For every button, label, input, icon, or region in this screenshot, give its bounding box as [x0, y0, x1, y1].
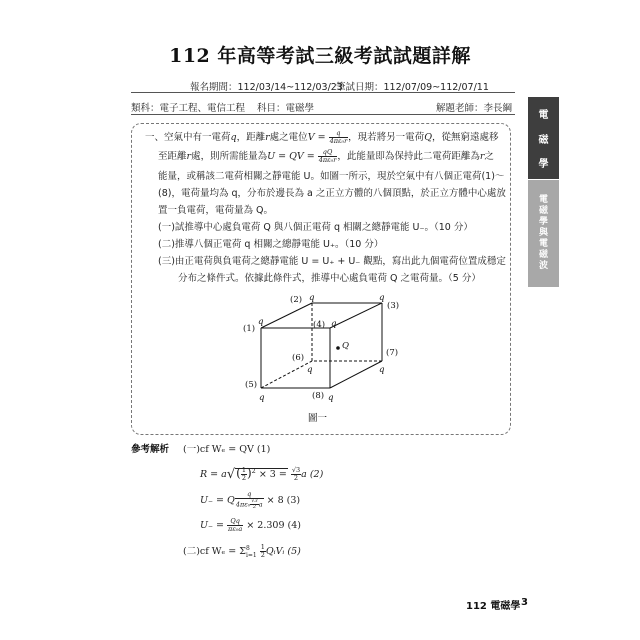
solution-step-5: [183, 543, 301, 559]
numerator: √3: [251, 498, 258, 504]
text: 4πε₀: [235, 500, 251, 509]
charge-label-2: q: [309, 293, 315, 303]
numerator: √3: [291, 466, 301, 474]
vertex-number-2: (2): [290, 295, 303, 305]
denominator: 2: [241, 474, 246, 482]
denominator: 2: [260, 551, 265, 559]
solution-heading: 參考解析: [131, 444, 170, 455]
subject: 科目：電磁學: [257, 103, 315, 114]
fraction: [227, 518, 243, 533]
sum-limits: [246, 545, 257, 559]
fraction: [329, 130, 349, 145]
vertex-number-6: (6): [292, 353, 305, 363]
center-charge-label: Q: [342, 341, 349, 351]
cube-edge: [330, 361, 382, 388]
charge-label-8: q: [328, 393, 334, 403]
text: 處之電位: [269, 132, 308, 143]
cube-figure: [235, 288, 415, 424]
paren: ): [246, 466, 252, 480]
charge-label-1: q: [258, 317, 264, 327]
text: U₋ =: [200, 520, 225, 531]
center-charge-dot: [336, 346, 340, 350]
footer-label: 112 電磁學: [466, 601, 521, 612]
exponent: 2: [251, 466, 256, 475]
fraction: [235, 491, 264, 510]
question-line-1: [145, 129, 499, 145]
vertex-number-5: (5): [245, 380, 258, 390]
vertex-number-1: (1): [243, 324, 256, 334]
numerator: 1: [260, 543, 265, 551]
text: ，從無窮遠處移: [431, 132, 499, 143]
text: × 3 =: [258, 469, 287, 480]
formula-v: V =: [307, 132, 329, 143]
tab-char: 磁: [538, 134, 549, 146]
cube-edge-hidden: [261, 361, 312, 388]
symbol-Q: Q: [424, 132, 432, 143]
sqrt-body: [235, 468, 288, 480]
figure-caption: 圖一: [308, 413, 328, 424]
question-line-3: 能量，或稱該二電荷相關之靜電能 U。如圖一所示，現於空氣中有八個正電荷(1)～: [158, 171, 505, 182]
symbol-r: r: [186, 151, 192, 162]
page-title: 112 年高等考試三級考試試題詳解: [169, 45, 471, 67]
upper-limit: 8: [245, 544, 250, 552]
charge-label-4: q: [331, 319, 337, 329]
text: ，距離: [236, 132, 266, 143]
text: R = a: [200, 469, 227, 480]
solution-step-3: [200, 491, 300, 510]
header-divider: [131, 92, 515, 93]
signup-period: 報名期間：112/03/14~112/03/23: [190, 82, 343, 93]
tab-char: 與: [538, 228, 548, 238]
question-line-5: 置一負電荷，電荷量為 Q。: [158, 205, 273, 216]
text: ，現若將另一電荷: [348, 132, 425, 143]
denominator: 2: [252, 504, 257, 510]
vertex-number-4: (4): [313, 320, 326, 330]
question-part-2: (二)推導八個正電荷 q 相關之總靜電能 U₊。（10 分）: [158, 239, 384, 250]
numerator: qQ: [318, 149, 338, 157]
question-line-4: (8)，電荷量均為 q，分布於邊長為 a 之正立方體的八個頂點，於正立方體中心處放: [158, 188, 506, 199]
text: (二)cf Wₑ = Σ: [183, 546, 246, 557]
side-tab-electromagnetics: [528, 97, 559, 179]
fraction: [250, 499, 258, 510]
text: 處，則所需能量為: [191, 151, 268, 162]
tab-char: 磁: [538, 250, 548, 260]
fraction: [291, 467, 301, 482]
tab-char: 電: [538, 195, 548, 205]
text: a (2): [301, 469, 324, 480]
numerator: 1: [241, 466, 246, 474]
text: 之: [484, 151, 494, 162]
question-part-1: (一)試推導中心處負電荷 Q 與八個正電荷 q 相關之總靜電能 U₋。（10 分）: [158, 222, 473, 233]
sqrt-sign: √: [226, 467, 236, 482]
paren: (: [236, 466, 241, 480]
text: U₋ = Q: [200, 495, 235, 506]
symbol-r: r: [265, 132, 270, 143]
meta-divider: [131, 114, 515, 115]
side-tab-em-waves: [528, 180, 559, 287]
tab-char: 學: [538, 217, 548, 227]
teacher: 解題老師：李長綱: [436, 103, 513, 114]
charge-label-5: q: [259, 393, 265, 403]
text: a: [258, 500, 263, 509]
tab-char: 電: [538, 239, 548, 249]
formula-energy: U = QV =: [267, 151, 318, 162]
denominator: πε₀a: [228, 525, 243, 533]
vertex-number-8: (8): [312, 391, 325, 401]
cube-edge: [261, 303, 312, 328]
text: × 8 (3): [266, 495, 301, 506]
tab-char: 電: [538, 110, 549, 122]
vertex-number-7: (7): [386, 348, 399, 358]
cube-edge: [330, 303, 382, 328]
vertex-number-3: (3): [387, 301, 400, 311]
text: 至距離: [158, 151, 187, 162]
text: QᵢVᵢ (5): [265, 546, 301, 557]
numerator: q: [235, 491, 264, 499]
solution-step-2: [200, 466, 323, 482]
solution-step-4: [200, 518, 301, 533]
lower-limit: i=1: [245, 551, 257, 559]
denominator: 4πε₀r: [329, 137, 348, 145]
text: ，此能量即為保持此二電荷距離為: [337, 151, 480, 162]
numerator: Qq: [227, 518, 243, 526]
denominator: 2: [293, 474, 299, 482]
fraction: [318, 149, 338, 164]
numerator: q: [329, 130, 349, 138]
tab-char: 波: [538, 261, 548, 271]
category: 類科：電子工程、電信工程: [131, 103, 246, 114]
charge-label-7: q: [379, 365, 385, 375]
denominator: 4πε₀r: [318, 156, 337, 164]
text: × 2.309 (4): [246, 520, 301, 531]
denominator: [235, 499, 264, 510]
question-line-2: [158, 148, 494, 164]
question-part-3b: 分布之條件式。依據此條件式，推導中心處負電荷 Q 之電荷量。（5 分）: [178, 273, 481, 284]
symbol-q: q: [230, 132, 237, 143]
symbol-r: r: [479, 151, 485, 162]
question-part-3a: (三)由正電荷與負電荷之總靜電能 U = U₊ + U₋ 觀點，寫出此九個電荷位置成穩定: [158, 256, 506, 267]
charge-label-6: q: [307, 365, 313, 375]
text: 一、空氣中有一電荷: [145, 132, 231, 143]
charge-label-3: q: [379, 293, 385, 303]
solution-step-1: (一)cf Wₑ = QV (1): [183, 444, 271, 455]
tab-char: 學: [538, 158, 549, 170]
page-number: 3: [521, 597, 528, 608]
tab-char: 磁: [538, 206, 548, 216]
exam-date: 筆試日期：112/07/09~112/07/11: [336, 82, 489, 93]
